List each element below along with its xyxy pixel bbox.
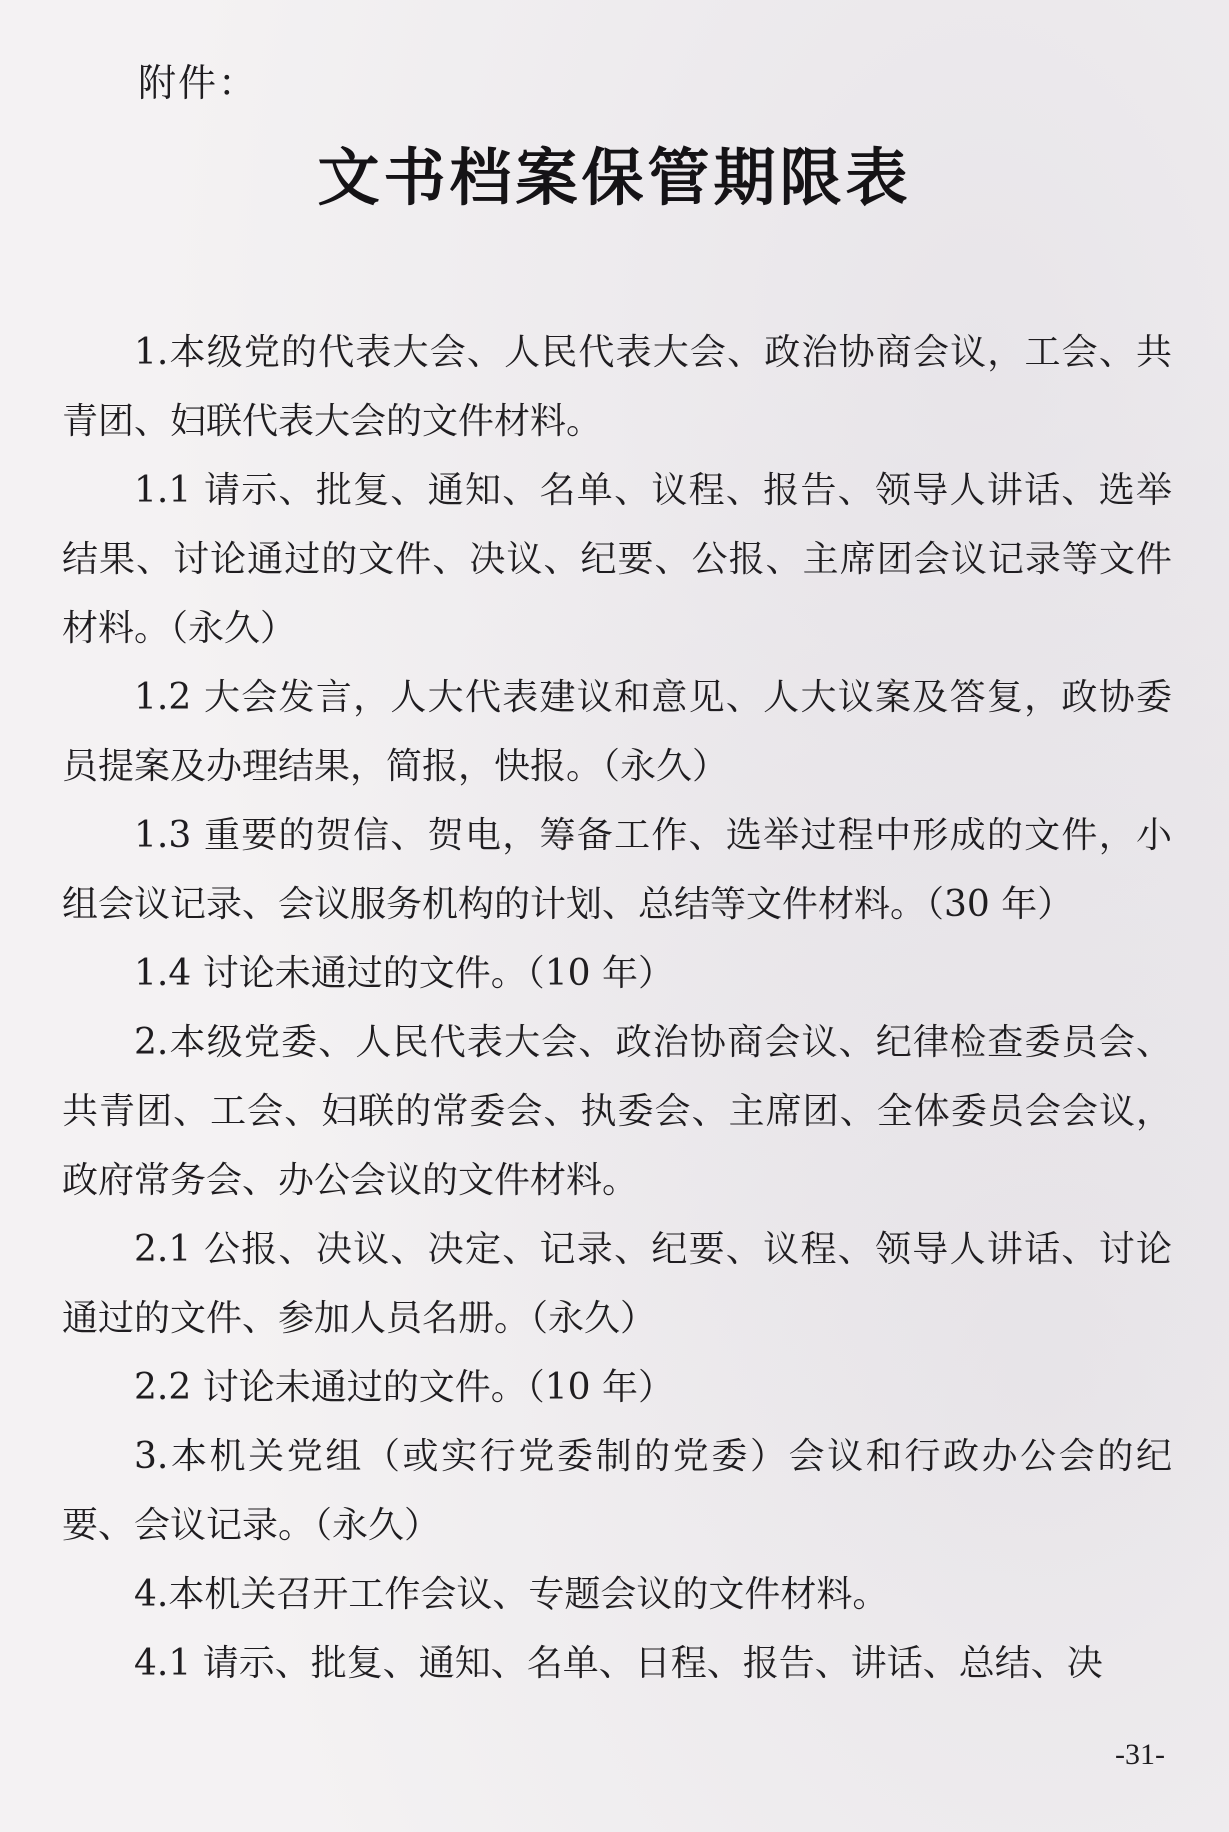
- document-body: [62, 318, 1172, 1698]
- paragraph: 3.本机关党组（或实行党委制的党委）会议和行政办公会的纪要、会议记录。（永久）: [62, 1436, 1172, 1546]
- page-number: -31-: [1115, 1738, 1165, 1771]
- attachment-label: 附件：: [138, 61, 259, 105]
- paragraph: 1.4 讨论未通过的文件。（10 年）: [134, 953, 674, 994]
- paragraph: 4.1 请示、批复、通知、名单、日程、报告、讲话、总结、决: [134, 1643, 1103, 1684]
- paragraph: 1.2 大会发言，人大代表建议和意见、人大议案及答复，政协委员提案及办理结果，简报，快报。（永久）: [62, 677, 1172, 787]
- paragraph: 1.1 请示、批复、通知、名单、议程、报告、领导人讲话、选举结果、讨论通过的文件、决议、纪要、公报、主席团会议记录等文件材料。（永久）: [62, 470, 1172, 649]
- paragraph: 2.1 公报、决议、决定、记录、纪要、议程、领导人讲话、讨论通过的文件、参加人员名册。（永久）: [62, 1229, 1172, 1339]
- paragraph: 1.本级党的代表大会、人民代表大会、政治协商会议，工会、共青团、妇联代表大会的文件材料。: [62, 332, 1172, 442]
- paragraph: 1.3 重要的贺信、贺电，筹备工作、选举过程中形成的文件，小组会议记录、会议服务机构的计划、总结等文件材料。（30 年）: [62, 815, 1172, 925]
- document-title: 文书档案保管期限表: [317, 141, 912, 214]
- paragraph: 4.本机关召开工作会议、专题会议的文件材料。: [134, 1574, 889, 1615]
- paragraph: 2.2 讨论未通过的文件。（10 年）: [134, 1367, 674, 1408]
- paragraph: 2.本级党委、人民代表大会、政治协商会议、纪律检查委员会、共青团、工会、妇联的常委会、执委会、主席团、全体委员会会议，政府常务会、办公会议的文件材料。: [62, 1022, 1172, 1201]
